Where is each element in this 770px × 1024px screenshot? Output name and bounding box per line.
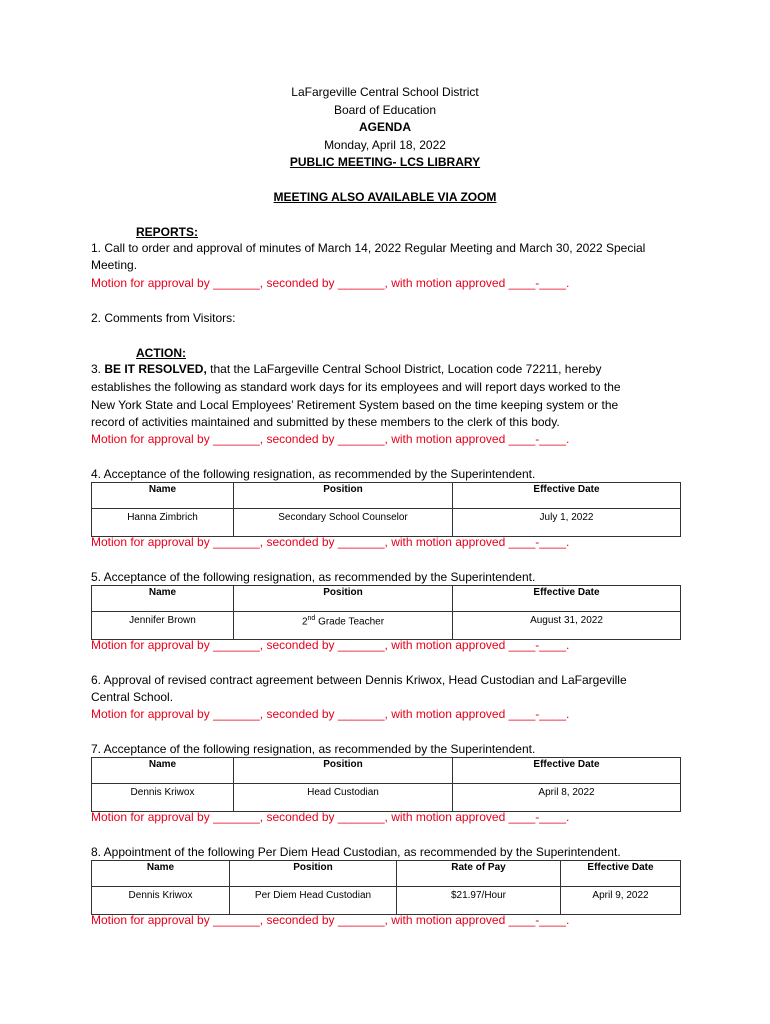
cell-name: Dennis Kriwox: [92, 887, 230, 915]
cell-position: Secondary School Counselor: [234, 509, 453, 537]
resignation-table-4: [91, 482, 681, 537]
agenda-title: AGENDA: [358, 120, 411, 134]
item-1-line-2: Meeting.: [91, 258, 138, 272]
header-position: Position: [230, 861, 397, 887]
item-8: 8. Appointment of the following Per Diem Head Custodian, as recommended by the Superintendent.: [91, 845, 621, 859]
header-effective-date: Effective Date: [561, 861, 681, 887]
meeting-date: Monday, April 18, 2022: [324, 138, 446, 152]
cell-effective-date: August 31, 2022: [453, 612, 681, 640]
item-4: 4. Acceptance of the following resignation, as recommended by the Superintendent.: [91, 467, 536, 481]
item-3-line-3: New York State and Local Employees’ Retirement System based on the time keeping system or the: [91, 398, 619, 412]
item-3-line-1-text: that the LaFargeville Central School District, Location code 72211, hereby: [206, 362, 602, 376]
item-6-line-1: 6. Approval of revised contract agreement between Dennis Kriwox, Head Custodian and LaFargeville: [91, 673, 627, 687]
header-name: Name: [92, 483, 234, 509]
appointment-table-8: [91, 860, 681, 915]
cell-position: Head Custodian: [234, 784, 453, 812]
zoom-notice: MEETING ALSO AVAILABLE VIA ZOOM: [273, 190, 497, 204]
motion-line-6: Motion for approval by _______, seconded by _______, with motion approved ____-____.: [91, 707, 570, 721]
header-name: Name: [92, 586, 234, 612]
item-1-line-1: 1. Call to order and approval of minutes of March 14, 2022 Regular Meeting and March 30, 2022 Special: [91, 241, 646, 255]
item-6-line-2: Central School.: [91, 690, 174, 704]
cell-name: Dennis Kriwox: [92, 784, 234, 812]
motion-line-1: Motion for approval by _______, seconded by _______, with motion approved ____-____.: [91, 276, 570, 290]
item-3-line-4: record of activities maintained and submitted by these members to the clerk of this body.: [91, 415, 560, 429]
cell-effective-date: July 1, 2022: [453, 509, 681, 537]
header-effective-date: Effective Date: [453, 758, 681, 784]
position-grade-text: Grade Teacher: [315, 616, 385, 628]
meeting-location: PUBLIC MEETING- LCS LIBRARY: [289, 155, 481, 169]
cell-position: [234, 612, 453, 640]
motion-line-3: Motion for approval by _______, seconded by _______, with motion approved ____-____.: [91, 432, 570, 446]
cell-rate-of-pay: $21.97/Hour: [397, 887, 561, 915]
position-grade-number: 2: [301, 616, 308, 628]
header-name: Name: [92, 758, 234, 784]
board-name: Board of Education: [333, 103, 437, 117]
position-grade-suffix: nd: [307, 615, 316, 622]
resignation-table-5: [91, 585, 681, 640]
item-3-line-1: [91, 361, 691, 378]
header-position: Position: [234, 483, 453, 509]
cell-name: Hanna Zimbrich: [92, 509, 234, 537]
header-position: Position: [234, 586, 453, 612]
motion-line-5: Motion for approval by _______, seconded by _______, with motion approved ____-____.: [91, 638, 570, 652]
motion-line-4: Motion for approval by _______, seconded by _______, with motion approved ____-____.: [91, 535, 570, 549]
cell-name: Jennifer Brown: [92, 612, 234, 640]
resignation-table-7: [91, 757, 681, 812]
motion-line-8: Motion for approval by _______, seconded by _______, with motion approved ____-____.: [91, 913, 570, 927]
item-3-number: 3.: [91, 362, 105, 376]
cell-effective-date: April 9, 2022: [561, 887, 681, 915]
item-7: 7. Acceptance of the following resignation, as recommended by the Superintendent.: [91, 742, 536, 756]
cell-effective-date: April 8, 2022: [453, 784, 681, 812]
item-3-line-2: establishes the following as standard work days for its employees and will report days worked to the: [91, 380, 621, 394]
cell-position: Per Diem Head Custodian: [230, 887, 397, 915]
item-3-resolved: BE IT RESOLVED,: [104, 362, 207, 376]
reports-heading: REPORTS:: [136, 225, 199, 239]
action-heading: ACTION:: [136, 346, 186, 360]
header-effective-date: Effective Date: [453, 586, 681, 612]
item-2: 2. Comments from Visitors:: [91, 311, 236, 325]
header-position: Position: [234, 758, 453, 784]
header-rate-of-pay: Rate of Pay: [397, 861, 561, 887]
header-effective-date: Effective Date: [453, 483, 681, 509]
district-name: LaFargeville Central School District: [291, 85, 479, 99]
header-name: Name: [92, 861, 230, 887]
motion-line-7: Motion for approval by _______, seconded by _______, with motion approved ____-____.: [91, 810, 570, 824]
item-5: 5. Acceptance of the following resignation, as recommended by the Superintendent.: [91, 570, 536, 584]
